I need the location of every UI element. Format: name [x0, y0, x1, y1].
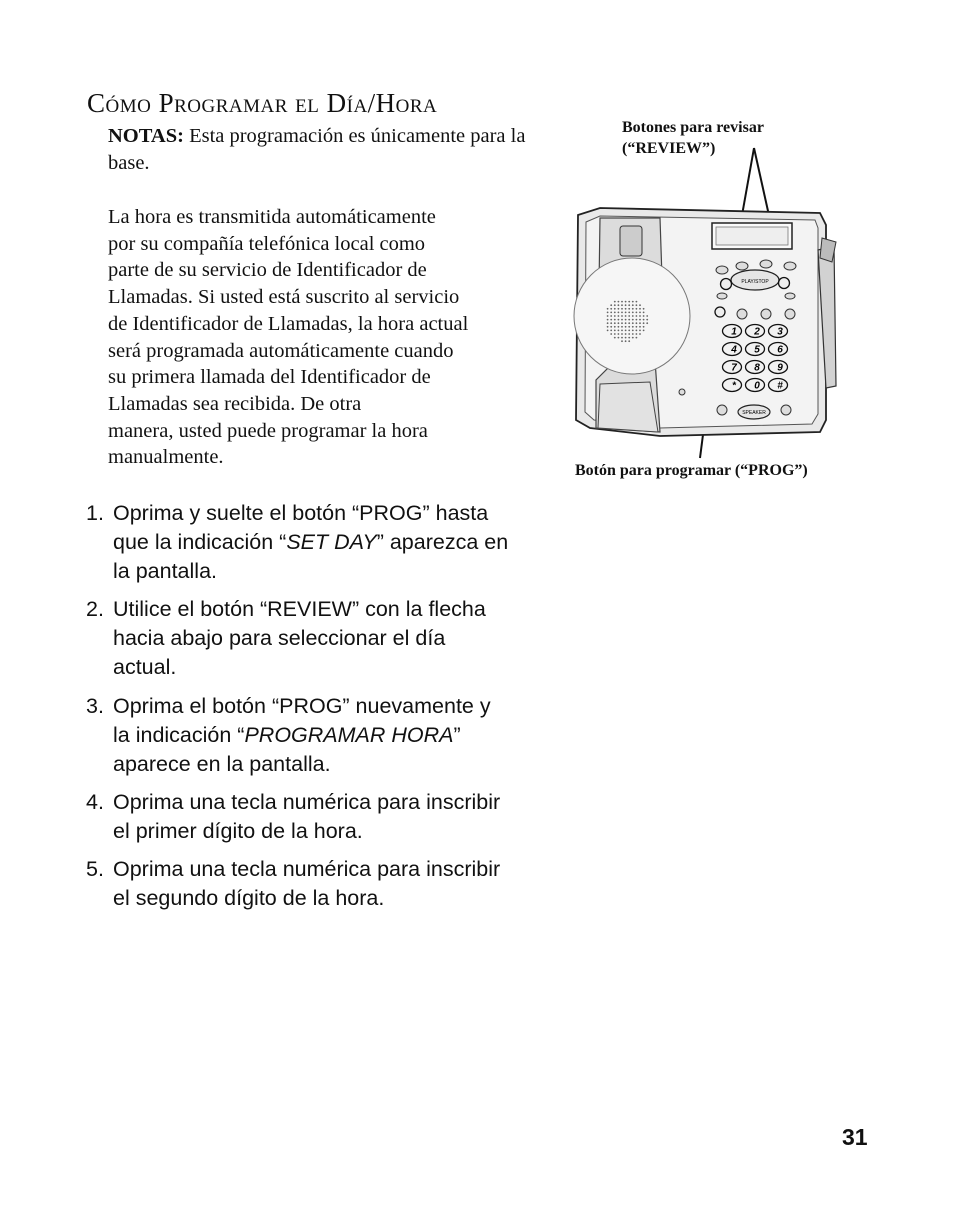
step-line: Oprima y suelte el botón “PROG” hasta: [113, 501, 489, 525]
keypad-key-label: 7: [731, 362, 737, 374]
grille-dot: [639, 319, 641, 321]
step-2: [86, 595, 556, 682]
grille-dot: [618, 322, 620, 324]
grille-dot: [632, 308, 634, 310]
grille-dot: [628, 312, 630, 314]
review-up-button: [779, 278, 790, 289]
grille-dot: [628, 315, 630, 317]
paragraph-line: Llamadas sea recibida. De otra: [108, 392, 362, 415]
keypad-key-label: 0: [754, 380, 760, 392]
grille-dot: [621, 333, 623, 335]
grille-dot: [618, 304, 620, 306]
grille-dot: [610, 333, 612, 335]
grille-dot: [639, 326, 641, 328]
step-number: 1.: [86, 501, 104, 525]
step-number: 4.: [86, 790, 104, 814]
step-text: [86, 855, 556, 913]
grille-dot: [610, 330, 612, 332]
keypad-key-label: 1: [731, 326, 737, 338]
grille-dot: [632, 337, 634, 339]
grille-dot: [639, 312, 641, 314]
keypad-key-label: 4: [731, 344, 737, 356]
paragraph-line: su primera llamada del Identificador de: [108, 366, 431, 389]
grille-dot: [614, 308, 616, 310]
step-line: la pantalla.: [113, 559, 217, 583]
grille-dot: [610, 322, 612, 324]
step-line: hacia abajo para seleccionar el día: [113, 626, 446, 650]
step-4: [86, 788, 556, 846]
grille-dot: [625, 304, 627, 306]
grille-dot: [632, 319, 634, 321]
grille-dot: [632, 312, 634, 314]
grille-dot: [614, 330, 616, 332]
step-text: [86, 499, 556, 586]
grille-dot: [607, 330, 609, 332]
grille-dot: [632, 315, 634, 317]
grille-dot: [610, 315, 612, 317]
grille-dot: [643, 315, 645, 317]
grille-dot: [625, 322, 627, 324]
prog-callout: Botón para programar (“PROG”): [575, 462, 808, 479]
paragraph-line: La hora es transmitida automáticamente: [108, 206, 436, 228]
grille-dot: [614, 312, 616, 314]
phone-base-body: [574, 208, 836, 436]
step-line: Oprima una tecla numérica para inscribir: [113, 857, 501, 881]
review-callout-line: (“REVIEW”): [622, 140, 716, 157]
paragraph-line: será programada automáticamente cuando: [108, 339, 454, 362]
grille-dot: [628, 319, 630, 321]
grille-dot: [625, 333, 627, 335]
grille-dot: [625, 301, 627, 303]
grille-dot: [625, 340, 627, 342]
step-1: [86, 499, 556, 586]
paragraph-line: parte de su servicio de Identificador de: [108, 259, 427, 282]
keypad-key-label: 3: [777, 326, 783, 338]
keypad-key-label: #: [777, 380, 783, 392]
grille-dot: [621, 315, 623, 317]
grille-dot: [643, 322, 645, 324]
grille-dot: [636, 330, 638, 332]
grille-dot: [636, 315, 638, 317]
notes-paragraph: [108, 123, 548, 177]
grille-dot: [646, 315, 648, 317]
keypad-key-label: *: [732, 380, 736, 392]
paragraph-line: manera, usted puede programar la hora: [108, 419, 428, 442]
grille-dot: [628, 337, 630, 339]
grille-dot: [643, 319, 645, 321]
grille-dot: [621, 301, 623, 303]
notes-label: NOTAS:: [108, 125, 184, 147]
step-number: 3.: [86, 694, 104, 718]
grille-dot: [643, 312, 645, 314]
grille-dot: [618, 312, 620, 314]
grille-dot: [618, 333, 620, 335]
grille-dot: [632, 322, 634, 324]
grille-dot: [632, 304, 634, 306]
keypad-key-label: 5: [754, 344, 760, 356]
grille-dot: [636, 304, 638, 306]
grille-dot: [621, 304, 623, 306]
grille-dot: [610, 326, 612, 328]
step-text: [86, 692, 556, 779]
grille-dot: [643, 308, 645, 310]
grille-dot: [628, 301, 630, 303]
grille-dot: [607, 312, 609, 314]
grille-dot: [621, 326, 623, 328]
step-line: Oprima una tecla numérica para inscribir: [113, 790, 501, 814]
step-line: actual.: [113, 655, 177, 679]
grille-dot: [636, 308, 638, 310]
grille-dot: [636, 319, 638, 321]
grille-dot: [632, 330, 634, 332]
grille-dot: [639, 308, 641, 310]
grille-dot: [614, 322, 616, 324]
grille-dot: [636, 333, 638, 335]
keypad-key-label: 8: [754, 362, 760, 374]
section-title: Cómo Programar el Día/Hora: [87, 88, 438, 118]
grille-dot: [618, 315, 620, 317]
paragraph-line: Llamadas. Si usted está suscrito al servicio: [108, 286, 460, 309]
grille-dot: [614, 326, 616, 328]
grille-dot: [625, 312, 627, 314]
step-line: Utilice el botón “REVIEW” con la flecha: [113, 597, 486, 621]
grille-dot: [625, 337, 627, 339]
grille-dot: [625, 315, 627, 317]
grille-dot: [639, 315, 641, 317]
grille-dot: [628, 326, 630, 328]
paragraph-line: de Identificador de Llamadas, la hora actual: [108, 312, 469, 335]
grille-dot: [618, 319, 620, 321]
keypad-key-label: 6: [777, 344, 783, 356]
grille-dot: [636, 322, 638, 324]
grille-dot: [628, 308, 630, 310]
review-callout-line: Botones para revisar: [622, 119, 764, 136]
grille-dot: [618, 337, 620, 339]
step-text: [86, 595, 556, 682]
grille-dot: [625, 326, 627, 328]
step-3: [86, 692, 556, 779]
page-number: 31: [842, 1124, 868, 1150]
speaker-label: SPEAKER: [742, 410, 766, 416]
step-line: el segundo dígito de la hora.: [113, 886, 385, 910]
grille-dot: [639, 330, 641, 332]
grille-dot: [636, 326, 638, 328]
grille-dot: [636, 312, 638, 314]
grille-dot: [628, 304, 630, 306]
grille-dot: [614, 304, 616, 306]
caller-id-paragraph: [108, 204, 548, 471]
step-line: Oprima el botón “PROG” nuevamente y: [113, 694, 491, 718]
grille-dot: [621, 308, 623, 310]
grille-dot: [607, 315, 609, 317]
grille-dot: [625, 330, 627, 332]
grille-dot: [643, 326, 645, 328]
grille-dot: [607, 326, 609, 328]
step-5: [86, 855, 556, 913]
grille-dot: [610, 319, 612, 321]
step-line: que la indicación “SET DAY” aparezca en: [113, 530, 509, 554]
play-stop-label: PLAY/STOP: [741, 279, 769, 285]
grille-dot: [618, 301, 620, 303]
grille-dot: [632, 333, 634, 335]
grille-dot: [636, 301, 638, 303]
grille-dot: [639, 322, 641, 324]
grille-dot: [628, 333, 630, 335]
step-line: el primer dígito de la hora.: [113, 819, 363, 843]
grille-dot: [625, 308, 627, 310]
notes-text: Esta programación es únicamente para la base.: [108, 125, 526, 174]
grille-dot: [618, 326, 620, 328]
grille-dot: [621, 340, 623, 342]
grille-dot: [628, 330, 630, 332]
prog-button: [715, 307, 725, 317]
phone-base-illustration: [560, 140, 860, 460]
grille-dot: [632, 301, 634, 303]
paragraph-line: manualmente.: [108, 446, 224, 469]
grille-dot: [639, 333, 641, 335]
grille-dot: [610, 312, 612, 314]
display-message: SET DAY: [286, 530, 377, 554]
paragraph-line: por su compañía telefónica local como: [108, 232, 426, 255]
review-down-button: [721, 279, 732, 290]
display-message: PROGRAMAR HORA: [244, 723, 454, 747]
keypad-key-label: 2: [754, 326, 760, 338]
grille-dot: [621, 337, 623, 339]
grille-dot: [621, 319, 623, 321]
grille-dot: [646, 319, 648, 321]
grille-dot: [614, 333, 616, 335]
grille-dot: [628, 340, 630, 342]
grille-dot: [614, 301, 616, 303]
grille-dot: [610, 308, 612, 310]
grille-dot: [618, 330, 620, 332]
grille-dot: [646, 322, 648, 324]
step-number: 5.: [86, 857, 104, 881]
step-line: aparece en la pantalla.: [113, 752, 331, 776]
grille-dot: [614, 337, 616, 339]
grille-dot: [610, 304, 612, 306]
grille-dot: [643, 330, 645, 332]
grille-dot: [607, 308, 609, 310]
grille-dot: [614, 315, 616, 317]
step-text: [86, 788, 556, 846]
step-number: 2.: [86, 597, 104, 621]
grille-dot: [607, 319, 609, 321]
grille-dot: [636, 337, 638, 339]
grille-dot: [621, 312, 623, 314]
keypad-key-label: 9: [777, 362, 783, 374]
grille-dot: [621, 330, 623, 332]
grille-dot: [607, 322, 609, 324]
grille-dot: [628, 322, 630, 324]
grille-dot: [632, 326, 634, 328]
step-line: la indicación “PROGRAMAR HORA”: [113, 723, 461, 747]
grille-dot: [639, 304, 641, 306]
grille-dot: [618, 308, 620, 310]
grille-dot: [621, 322, 623, 324]
grille-dot: [614, 319, 616, 321]
grille-dot: [625, 319, 627, 321]
